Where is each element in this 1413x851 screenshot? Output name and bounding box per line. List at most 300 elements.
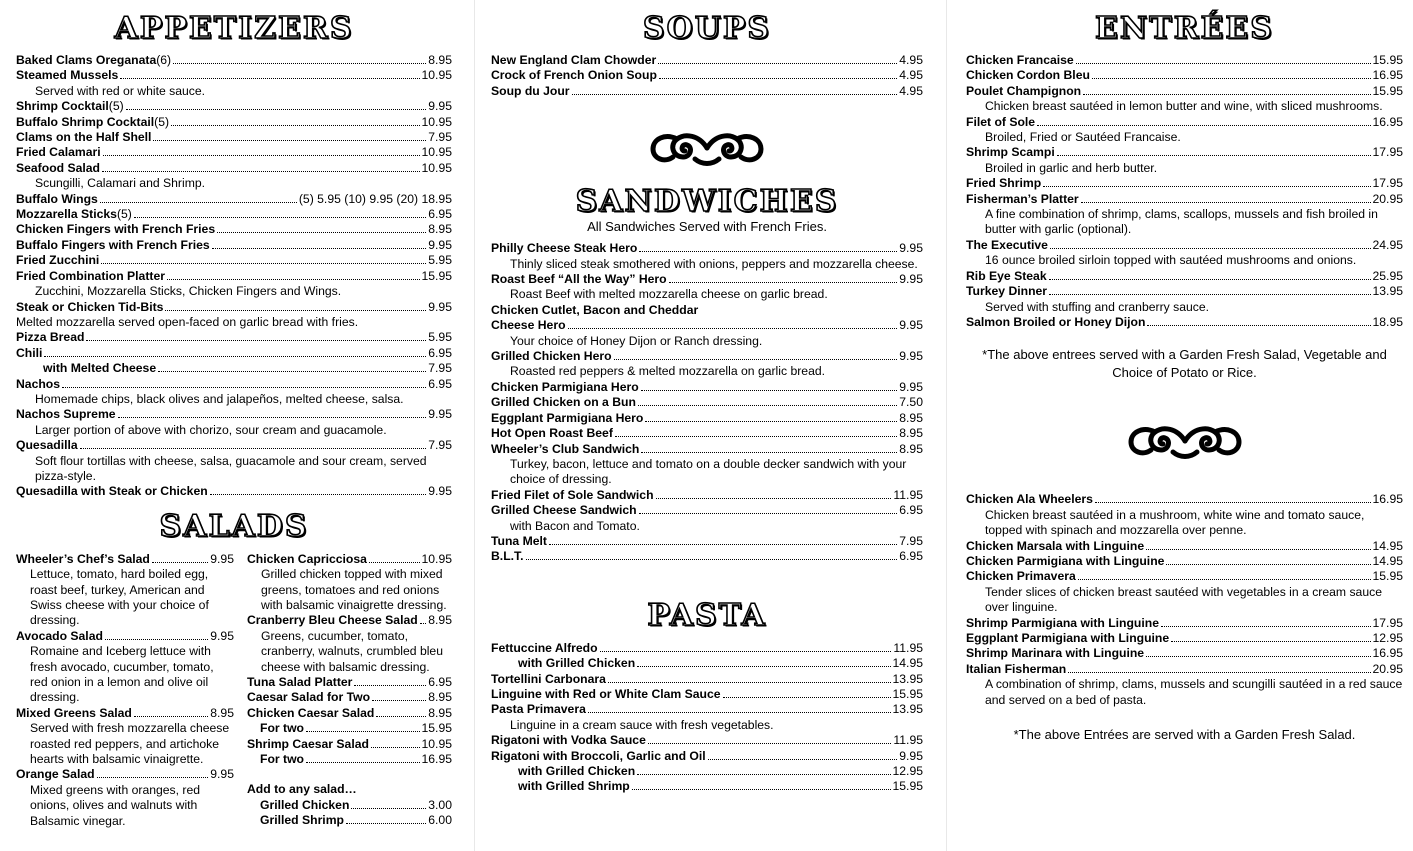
item-price: 25.95 xyxy=(1372,268,1403,283)
item-name: Soup du Jour xyxy=(491,83,570,98)
menu-item xyxy=(966,616,1403,631)
item-price: 12.95 xyxy=(1372,630,1403,645)
appetizers-heading: APPETIZERS xyxy=(114,11,354,46)
item-name: Cheese Hero xyxy=(491,318,566,333)
entrees-pasta-note: *The above Entrées are served with a Garden Fresh Salad. xyxy=(1013,727,1356,742)
item-price: 9.95 xyxy=(210,551,234,566)
item-name: The Executive xyxy=(966,237,1048,252)
soups-list xyxy=(491,53,923,99)
dot-leader xyxy=(212,248,427,249)
item-description: Lettuce, tomato, hard boiled egg, roast beef, turkey, American and Swiss cheese with your choice of dressing. xyxy=(30,567,209,628)
item-price: 8.95 xyxy=(428,705,452,720)
dot-leader xyxy=(588,712,891,713)
item-name: Grilled Cheese Sandwich xyxy=(491,503,637,518)
menu-item xyxy=(491,702,923,717)
item-price: 6.95 xyxy=(428,675,452,690)
dot-leader xyxy=(1092,78,1371,79)
dot-leader xyxy=(648,743,892,744)
dot-leader xyxy=(549,544,897,545)
item-price: 9.95 xyxy=(428,407,452,422)
item-name: Eggplant Parmigiana with Linguine xyxy=(966,630,1170,645)
dot-leader xyxy=(568,328,898,329)
item-description: Larger portion of above with chorizo, sour cream and guacamole. xyxy=(35,422,387,437)
column-right xyxy=(966,0,1403,744)
dot-leader xyxy=(306,731,419,732)
item-price: 15.95 xyxy=(1372,83,1403,98)
item-price: 6.00 xyxy=(428,813,452,828)
item-name: Chicken Cordon Bleu xyxy=(966,68,1090,83)
dot-leader xyxy=(152,562,208,563)
fold-line xyxy=(474,0,475,851)
column-middle xyxy=(491,0,923,795)
salads-left-column xyxy=(16,552,234,829)
menu-item xyxy=(966,554,1403,569)
dot-leader xyxy=(1161,626,1371,627)
menu-item xyxy=(966,176,1403,191)
item-price: 15.95 xyxy=(421,268,452,283)
item-description: Linguine in a cream sauce with fresh vegetables. xyxy=(510,717,774,732)
menu-item xyxy=(16,767,234,782)
item-price: 8.95 xyxy=(210,705,234,720)
item-name: Wheeler’s Chef’s Salad xyxy=(16,551,150,566)
item-price: 4.95 xyxy=(899,83,923,98)
item-description: Thinly sliced steak smothered with onions, peppers and mozzarella cheese. xyxy=(510,256,918,271)
item-name: Grilled Chicken on a Bun xyxy=(491,395,636,410)
menu-item xyxy=(966,192,1403,207)
item-price: 17.95 xyxy=(1372,145,1403,160)
item-description: Grilled chicken topped with mixed greens, tomatoes and red onions with balsamic vinaigrette dressing. xyxy=(261,567,447,612)
item-name: Chicken Parmigiana with Linguine xyxy=(966,553,1165,568)
dot-leader xyxy=(1083,94,1370,95)
menu-item xyxy=(16,706,234,721)
scroll-ornament-icon xyxy=(491,129,923,167)
item-price: 3.00 xyxy=(428,797,452,812)
item-price: 8.95 xyxy=(899,426,923,441)
menu-item xyxy=(16,238,452,253)
menu-item xyxy=(491,733,923,748)
item-price: 9.95 xyxy=(428,99,452,114)
column-left xyxy=(16,0,452,829)
menu-item xyxy=(491,656,923,671)
item-name: Roast Beef “All the Way” Hero xyxy=(491,272,667,287)
menu-item xyxy=(966,115,1403,130)
menu-item xyxy=(247,752,452,767)
item-name: Hot Open Roast Beef xyxy=(491,426,613,441)
item-description: Served with stuffing and cranberry sauce. xyxy=(985,299,1210,314)
item-price: 16.95 xyxy=(1372,68,1403,83)
dot-leader xyxy=(1147,325,1370,326)
appetizers-list xyxy=(16,53,452,500)
item-description: Greens, cucumber, tomato, cranberry, walnuts, crumbled bleu cheese with balsamic dressing. xyxy=(261,628,443,674)
menu-item xyxy=(491,426,923,441)
item-name: Fettuccine Alfredo xyxy=(491,640,598,655)
dot-leader xyxy=(217,232,426,233)
item-price: 15.95 xyxy=(892,779,923,794)
dot-leader xyxy=(62,387,426,388)
item-price: 5.95 xyxy=(428,330,452,345)
item-description: Served with fresh mozzarella cheese roasted red peppers, and artichoke hearts with balsamic vinaigrette. xyxy=(30,721,230,767)
item-price: 13.95 xyxy=(1372,284,1403,299)
item-name: Buffalo Wings xyxy=(16,191,98,206)
item-name: Seafood Salad xyxy=(16,160,100,175)
salads-heading: SALADS xyxy=(159,508,309,544)
menu-item xyxy=(16,68,452,83)
dot-leader xyxy=(102,171,420,172)
item-description: Broiled, Fried or Sautéed Francaise. xyxy=(985,130,1181,145)
item-name: Tuna Melt xyxy=(491,533,547,548)
dot-leader xyxy=(1057,155,1371,156)
item-price: 9.95 xyxy=(210,767,234,782)
dot-leader xyxy=(118,417,427,418)
dot-leader xyxy=(44,356,426,357)
item-price: 20.95 xyxy=(1372,191,1403,206)
item-price: 6.95 xyxy=(428,376,452,391)
item-name: Fried Combination Platter xyxy=(16,268,165,283)
menu-item xyxy=(491,395,923,410)
menu-item xyxy=(16,53,452,68)
item-description: Mixed greens with oranges, red onions, olives and walnuts with Balsamic vinegar. xyxy=(30,782,201,828)
dot-leader xyxy=(420,623,427,624)
menu-item xyxy=(491,779,923,794)
item-price: 16.95 xyxy=(421,752,452,767)
item-price: 11.95 xyxy=(893,640,923,655)
dot-leader xyxy=(632,789,891,790)
menu-item xyxy=(491,764,923,779)
dot-leader xyxy=(351,808,426,809)
menu-item xyxy=(491,380,923,395)
item-description: Tender slices of chicken breast sautéed with vegetables in a cream sauce over linguine. xyxy=(985,584,1382,615)
item-description: Turkey, bacon, lettuce and tomato on a double decker sandwich with your choice of dressing. xyxy=(510,456,907,487)
item-name: Chicken Ala Wheelers xyxy=(966,492,1093,507)
menu-item xyxy=(491,411,923,426)
item-name: Chicken Fingers with French Fries xyxy=(16,222,216,237)
dot-leader xyxy=(1146,549,1370,550)
item-price: 7.50 xyxy=(899,395,923,410)
item-price: 11.95 xyxy=(893,487,923,502)
item-description: Chicken breast sautéed in a mushroom, white wine and tomato sauce, topped with spinach and mozzarella over penne. xyxy=(985,507,1365,538)
item-name: Chicken Francaise xyxy=(966,53,1074,67)
item-name: Linguine with Red or White Clam Sauce xyxy=(491,686,721,701)
item-price: 9.95 xyxy=(428,237,452,252)
item-name: Chicken Primavera xyxy=(966,569,1076,584)
menu-item xyxy=(16,552,234,567)
item-price: 8.95 xyxy=(428,222,452,237)
menu-item xyxy=(491,442,923,457)
dot-leader xyxy=(372,700,426,701)
sandwiches-list xyxy=(491,241,923,565)
menu-item xyxy=(247,675,452,690)
item-price: 9.95 xyxy=(899,349,923,364)
item-name: Caesar Salad for Two xyxy=(247,690,371,705)
item-option: (5) xyxy=(154,114,170,129)
menu-item xyxy=(16,300,452,315)
menu-item xyxy=(491,272,923,287)
item-price: 11.95 xyxy=(893,733,923,748)
item-price: (5) 5.95 (10) 9.95 (20) 18.95 xyxy=(298,191,452,206)
dot-leader xyxy=(608,682,891,683)
dot-leader xyxy=(376,716,426,717)
item-name: For two xyxy=(260,721,305,736)
item-description: Your choice of Honey Dijon or Ranch dressing. xyxy=(510,333,763,348)
menu-item xyxy=(16,115,452,130)
dot-leader xyxy=(371,747,420,748)
menu-item xyxy=(491,641,923,656)
item-price: 8.95 xyxy=(899,410,923,425)
item-name: Steak or Chicken Tid-Bits xyxy=(16,299,164,314)
dot-leader xyxy=(153,140,426,141)
item-price: 7.95 xyxy=(428,438,452,453)
entrees-note: *The above entrees served with a Garden Fresh Salad, Vegetable and Choice of Potato or Rice. xyxy=(982,347,1387,381)
menu-item xyxy=(247,798,452,813)
item-name: with Grilled Chicken xyxy=(518,764,636,778)
dot-leader xyxy=(210,494,427,495)
menu-item xyxy=(16,99,452,114)
dot-leader xyxy=(346,823,426,824)
dot-leader xyxy=(637,666,890,667)
item-price: 8.95 xyxy=(428,53,452,67)
addon-title: Add to any salad… xyxy=(247,782,357,797)
dot-leader xyxy=(1095,502,1371,503)
menu-item xyxy=(491,672,923,687)
item-price: 7.95 xyxy=(428,361,452,376)
item-price: 15.95 xyxy=(421,721,452,736)
dot-leader xyxy=(1076,63,1371,64)
item-name: Chicken Marsala with Linguine xyxy=(966,538,1145,553)
menu-item xyxy=(491,241,923,256)
menu-item xyxy=(16,145,452,160)
entrees-pasta-list xyxy=(966,492,1403,708)
item-name: Shrimp Marinara with Linguine xyxy=(966,646,1145,661)
dot-leader xyxy=(165,310,426,311)
menu-item xyxy=(966,315,1403,330)
item-name: Chili xyxy=(16,345,43,360)
menu-item xyxy=(966,238,1403,253)
item-price: 8.95 xyxy=(428,690,452,705)
item-description: with Bacon and Tomato. xyxy=(510,518,640,533)
item-name: with Grilled Chicken xyxy=(518,656,636,671)
item-name: Rigatoni with Broccoli, Garlic and Oil xyxy=(491,748,706,763)
item-price: 17.95 xyxy=(1372,615,1403,630)
entrees-heading: ENTRÉES xyxy=(1095,11,1274,46)
item-price: 14.95 xyxy=(892,656,923,671)
dot-leader xyxy=(306,762,419,763)
salads-list xyxy=(16,552,452,829)
item-name: Grilled Shrimp xyxy=(260,813,344,828)
item-price: 17.95 xyxy=(1372,176,1403,191)
item-description: Zucchini, Mozzarella Sticks, Chicken Fingers and Wings. xyxy=(35,284,342,299)
item-price: 18.95 xyxy=(1372,314,1403,329)
item-name: Baked Clams Oreganata xyxy=(16,53,157,67)
item-name: Shrimp Scampi xyxy=(966,145,1055,160)
item-name: Quesadilla with Steak or Chicken xyxy=(16,484,208,499)
menu-item xyxy=(247,721,452,736)
menu-item xyxy=(491,549,923,564)
dot-leader xyxy=(134,716,208,717)
item-price: 24.95 xyxy=(1372,237,1403,252)
menu-item xyxy=(16,192,452,207)
item-option: (6) xyxy=(156,53,172,67)
dot-leader xyxy=(656,498,892,499)
menu-item xyxy=(16,484,452,499)
dot-leader xyxy=(369,562,420,563)
item-price: 13.95 xyxy=(892,702,923,717)
dot-leader xyxy=(1166,564,1370,565)
menu-item xyxy=(247,813,452,828)
menu-item xyxy=(966,646,1403,661)
dot-leader xyxy=(86,340,426,341)
item-description: Chicken breast sautéed in lemon butter and wine, with sliced mushrooms. xyxy=(985,99,1383,114)
item-name: Turkey Dinner xyxy=(966,284,1048,299)
item-name: Eggplant Parmigiana Hero xyxy=(491,410,644,425)
item-name: Shrimp Parmigiana with Linguine xyxy=(966,615,1159,630)
dot-leader xyxy=(669,282,898,283)
soups-heading: SOUPS xyxy=(642,11,772,46)
menu-item xyxy=(966,68,1403,83)
dot-leader xyxy=(639,251,897,252)
salads-right-column xyxy=(247,552,452,829)
menu-item xyxy=(247,737,452,752)
item-price: 9.95 xyxy=(899,241,923,256)
menu-item xyxy=(491,84,923,99)
item-name: Philly Cheese Steak Hero xyxy=(491,241,638,256)
menu-item xyxy=(16,361,452,376)
item-option: (5) xyxy=(108,99,124,114)
item-price: 13.95 xyxy=(892,671,923,686)
dot-leader xyxy=(638,405,897,406)
item-price: 15.95 xyxy=(892,686,923,701)
pasta-list xyxy=(491,641,923,795)
item-name: Buffalo Shrimp Cocktail xyxy=(16,114,155,129)
item-description: A combination of shrimp, clams, mussels and scungilli sautéed in a red sauce and served on a bed of pasta. xyxy=(985,677,1403,707)
dot-leader xyxy=(171,125,419,126)
item-description: Scungilli, Calamari and Shrimp. xyxy=(35,176,206,191)
dot-leader xyxy=(134,217,426,218)
item-name: Avocado Salad xyxy=(16,628,103,643)
menu-item-heading: Chicken Cutlet, Bacon and Cheddar xyxy=(491,302,699,317)
dot-leader xyxy=(100,202,297,203)
menu-item xyxy=(966,84,1403,99)
menu-item xyxy=(966,53,1403,68)
pasta-heading: PASTA xyxy=(647,597,767,633)
entrees-list xyxy=(966,53,1403,330)
item-name: Poulet Champignon xyxy=(966,83,1082,98)
item-price: 9.95 xyxy=(899,272,923,287)
dot-leader xyxy=(641,452,897,453)
item-price: 10.95 xyxy=(421,160,452,175)
item-price: 14.95 xyxy=(1372,553,1403,568)
dot-leader xyxy=(723,697,891,698)
item-name: Wheeler’s Club Sandwich xyxy=(491,441,640,456)
menu-item xyxy=(966,539,1403,554)
menu-item xyxy=(16,377,452,392)
item-name: Steamed Mussels xyxy=(16,68,119,83)
item-name: Fried Filet of Sole Sandwich xyxy=(491,487,654,502)
menu-item xyxy=(16,407,452,422)
dot-leader xyxy=(1037,125,1370,126)
item-name: Pizza Bread xyxy=(16,330,85,345)
dot-leader xyxy=(1049,294,1370,295)
item-name: Fried Zucchini xyxy=(16,253,100,268)
sandwiches-heading: SANDWICHES xyxy=(575,184,839,220)
menu-item xyxy=(16,629,234,644)
item-price: 10.95 xyxy=(421,551,452,566)
menu-item xyxy=(16,207,452,222)
item-name: Orange Salad xyxy=(16,767,95,782)
menu-item xyxy=(247,690,452,705)
item-price: 9.95 xyxy=(210,628,234,643)
menu-item xyxy=(966,569,1403,584)
item-name: Fried Shrimp xyxy=(966,176,1042,191)
item-description: Broiled in garlic and herb butter. xyxy=(985,160,1158,175)
menu-item xyxy=(491,503,923,518)
item-name: Fisherman’s Platter xyxy=(966,191,1079,206)
item-name: with Grilled Shrimp xyxy=(518,779,630,794)
item-price: 6.95 xyxy=(899,503,923,518)
dot-leader xyxy=(1068,672,1370,673)
item-name: Chicken Caesar Salad xyxy=(247,705,375,720)
item-name: For two xyxy=(260,752,305,767)
item-name: Clams on the Half Shell xyxy=(16,130,152,145)
menu-item xyxy=(966,662,1403,677)
item-name: Tortellini Carbonara xyxy=(491,671,606,686)
item-name: Buffalo Fingers with French Fries xyxy=(16,237,210,252)
item-price: 10.95 xyxy=(421,736,452,751)
item-description: A fine combination of shrimp, clams, scallops, mussels and fish broiled in butter with garlic (optional). xyxy=(985,207,1378,237)
item-price: 16.95 xyxy=(1372,492,1403,507)
item-price: 16.95 xyxy=(1372,114,1403,129)
dot-leader xyxy=(615,436,897,437)
item-price: 9.95 xyxy=(899,379,923,394)
item-name: Rib Eye Steak xyxy=(966,268,1047,283)
dot-leader xyxy=(354,685,426,686)
menu-item xyxy=(966,492,1403,507)
item-price: 10.95 xyxy=(421,68,452,83)
dot-leader xyxy=(659,78,897,79)
item-name: Grilled Chicken xyxy=(260,797,350,812)
menu-item xyxy=(16,253,452,268)
item-price: 5.95 xyxy=(428,253,452,268)
item-name: Salmon Broiled or Honey Dijon xyxy=(966,314,1146,329)
menu-item xyxy=(966,269,1403,284)
dot-leader xyxy=(167,279,420,280)
item-name: Nachos xyxy=(16,376,61,391)
item-price: 9.95 xyxy=(428,484,452,499)
menu-item xyxy=(491,349,923,364)
item-name: Quesadilla xyxy=(16,438,78,453)
dot-leader xyxy=(572,94,898,95)
menu-item xyxy=(491,534,923,549)
sandwiches-subtitle: All Sandwiches Served with French Fries. xyxy=(587,219,827,235)
dot-leader xyxy=(158,371,426,372)
dot-leader xyxy=(658,63,897,64)
menu-item xyxy=(16,161,452,176)
dot-leader xyxy=(637,774,890,775)
item-description: 16 ounce broiled sirloin topped with sautéed mushrooms and onions. xyxy=(985,253,1357,268)
dot-leader xyxy=(1081,202,1371,203)
dot-leader xyxy=(600,651,892,652)
item-price: 16.95 xyxy=(1372,646,1403,661)
item-name: Filet of Sole xyxy=(966,114,1036,129)
menu-item xyxy=(966,631,1403,646)
item-price: 15.95 xyxy=(1372,53,1403,67)
fold-line xyxy=(946,0,947,851)
item-name: Mixed Greens Salad xyxy=(16,705,132,720)
menu-item xyxy=(491,53,923,68)
item-name: Pasta Primavera xyxy=(491,702,586,717)
item-price: 8.95 xyxy=(428,613,452,628)
menu-item xyxy=(16,438,452,453)
item-price: 7.95 xyxy=(899,533,923,548)
